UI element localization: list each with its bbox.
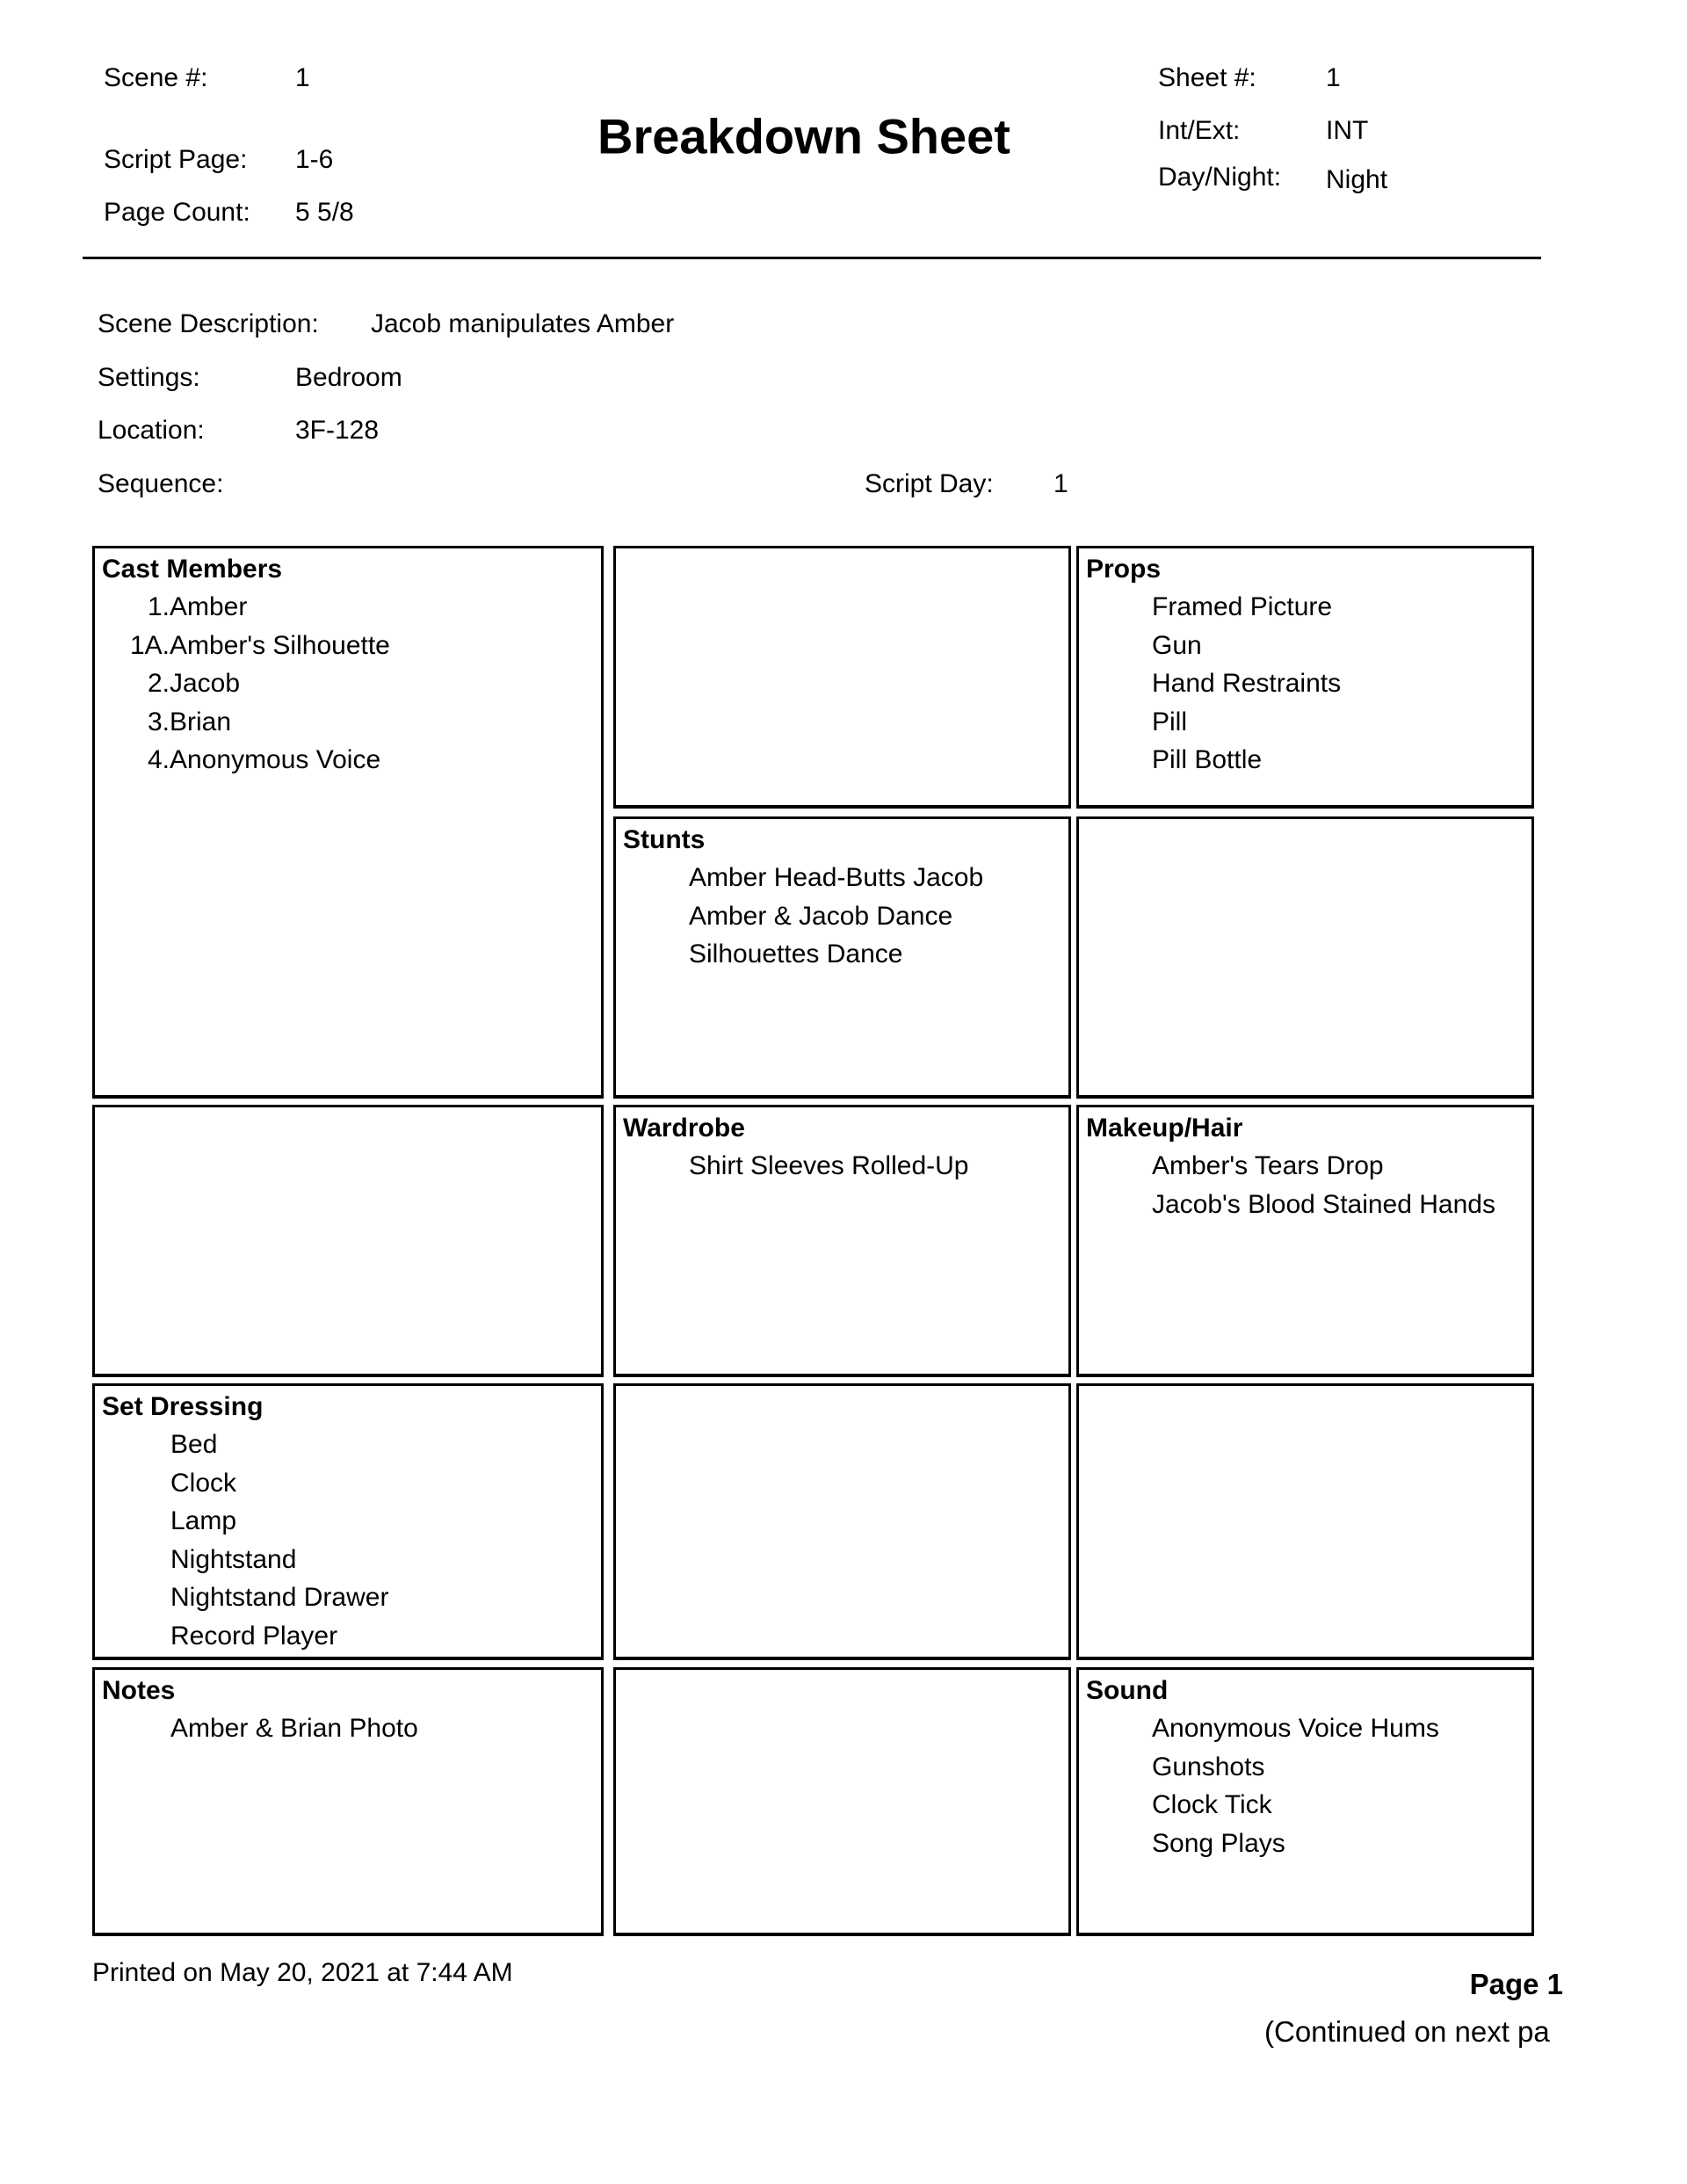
empty-box: [613, 546, 1071, 809]
sound-heading: Sound: [1086, 1676, 1169, 1705]
list-item: Amber Head-Butts Jacob: [689, 863, 984, 892]
scene-description-label: Scene Description:: [98, 309, 319, 338]
empty-box: [1076, 816, 1534, 1099]
list-item: Amber's Tears Drop: [1152, 1151, 1384, 1180]
cast-members-heading: Cast Members: [102, 555, 283, 584]
list-item: Shirt Sleeves Rolled-Up: [689, 1151, 969, 1180]
notes-heading: Notes: [102, 1676, 176, 1705]
cast-name: Amber's Silhouette: [170, 630, 390, 660]
notes-list: [170, 1709, 418, 1748]
list-item: Amber & Jacob Dance: [689, 901, 953, 931]
empty-box: [1076, 1383, 1534, 1660]
list-item: Silhouettes Dance: [689, 940, 903, 969]
props-box: [1076, 546, 1534, 809]
notes-box: [92, 1667, 604, 1936]
settings-value: Bedroom: [295, 363, 402, 392]
cast-name: Anonymous Voice: [170, 745, 381, 774]
list-item: Nightstand: [170, 1544, 297, 1574]
sheet-label: Sheet #:: [1158, 63, 1256, 92]
script-day-label: Script Day:: [865, 469, 994, 498]
cast-name: Amber: [170, 592, 248, 621]
printed-timestamp: Printed on May 20, 2021 at 7:44 AM: [92, 1958, 513, 1987]
day-night-value: Night: [1326, 165, 1388, 194]
props-heading: Props: [1086, 555, 1162, 584]
wardrobe-box: [613, 1105, 1071, 1377]
scene-label: Scene #:: [104, 63, 208, 92]
sound-box: [1076, 1667, 1534, 1936]
set-dressing-list: [170, 1426, 388, 1655]
cast-number: 3.: [147, 707, 170, 736]
sound-list: [1152, 1709, 1439, 1862]
makeup-hair-list: [1152, 1147, 1495, 1223]
list-item: Anonymous Voice Hums: [1152, 1714, 1439, 1743]
list-item: Bed: [170, 1430, 218, 1459]
list-item: Hand Restraints: [1152, 669, 1342, 698]
list-item: Lamp: [170, 1506, 237, 1535]
list-item: Record Player: [170, 1621, 338, 1651]
location-value: 3F-128: [295, 416, 380, 445]
makeup-hair-box: [1076, 1105, 1534, 1377]
script-page-value: 1-6: [295, 145, 334, 174]
cast-members-box: [92, 546, 604, 1099]
list-item: [95, 703, 390, 742]
list-item: Framed Picture: [1152, 592, 1333, 621]
cast-name: Brian: [170, 707, 232, 736]
list-item: [95, 664, 390, 703]
makeup-hair-heading: Makeup/Hair: [1086, 1114, 1243, 1143]
page-number: Page 1: [1469, 1968, 1563, 2000]
list-item: Clock: [170, 1468, 237, 1498]
page-title: Breakdown Sheet: [597, 108, 1010, 164]
list-item: Clock Tick: [1152, 1790, 1272, 1819]
continued-note: (Continued on next pa: [1264, 2015, 1550, 2048]
script-page-label: Script Page:: [104, 145, 248, 174]
cast-number: 1.: [147, 592, 170, 621]
sequence-label: Sequence:: [98, 469, 224, 498]
empty-box: [92, 1105, 604, 1377]
list-item: [95, 588, 390, 627]
scene-description-value: Jacob manipulates Amber: [371, 309, 675, 338]
cast-name: Jacob: [170, 669, 241, 698]
sheet-value: 1: [1326, 63, 1341, 92]
empty-box: [613, 1383, 1071, 1660]
cast-number: 2.: [147, 669, 170, 698]
list-item: Gun: [1152, 630, 1202, 660]
list-item: Jacob's Blood Stained Hands: [1152, 1189, 1495, 1219]
scene-value: 1: [295, 63, 310, 92]
header-divider: [83, 257, 1541, 259]
wardrobe-heading: Wardrobe: [623, 1114, 745, 1143]
location-label: Location:: [98, 416, 205, 445]
wardrobe-list: [689, 1147, 968, 1186]
page-count-label: Page Count:: [104, 198, 250, 227]
day-night-label: Day/Night:: [1158, 163, 1282, 192]
props-list: [1152, 588, 1341, 780]
set-dressing-heading: Set Dressing: [102, 1392, 264, 1421]
list-item: [95, 627, 390, 665]
page-count-value: 5 5/8: [295, 198, 354, 227]
cast-list: [95, 588, 390, 780]
stunts-box: [613, 816, 1071, 1099]
cast-number: 4.: [147, 745, 170, 774]
list-item: Amber & Brian Photo: [170, 1714, 418, 1743]
list-item: Nightstand Drawer: [170, 1583, 389, 1612]
int-ext-value: INT: [1326, 116, 1369, 145]
cast-number: 1A.: [129, 630, 170, 660]
list-item: Song Plays: [1152, 1828, 1285, 1858]
stunts-heading: Stunts: [623, 825, 706, 854]
list-item: Pill Bottle: [1152, 745, 1263, 774]
stunts-list: [689, 859, 983, 974]
list-item: Gunshots: [1152, 1752, 1265, 1781]
empty-box: [613, 1667, 1071, 1936]
settings-label: Settings:: [98, 363, 200, 392]
list-item: [95, 741, 390, 780]
script-day-value: 1: [1053, 469, 1068, 498]
int-ext-label: Int/Ext:: [1158, 116, 1241, 145]
list-item: Pill: [1152, 707, 1188, 736]
set-dressing-box: [92, 1383, 604, 1660]
